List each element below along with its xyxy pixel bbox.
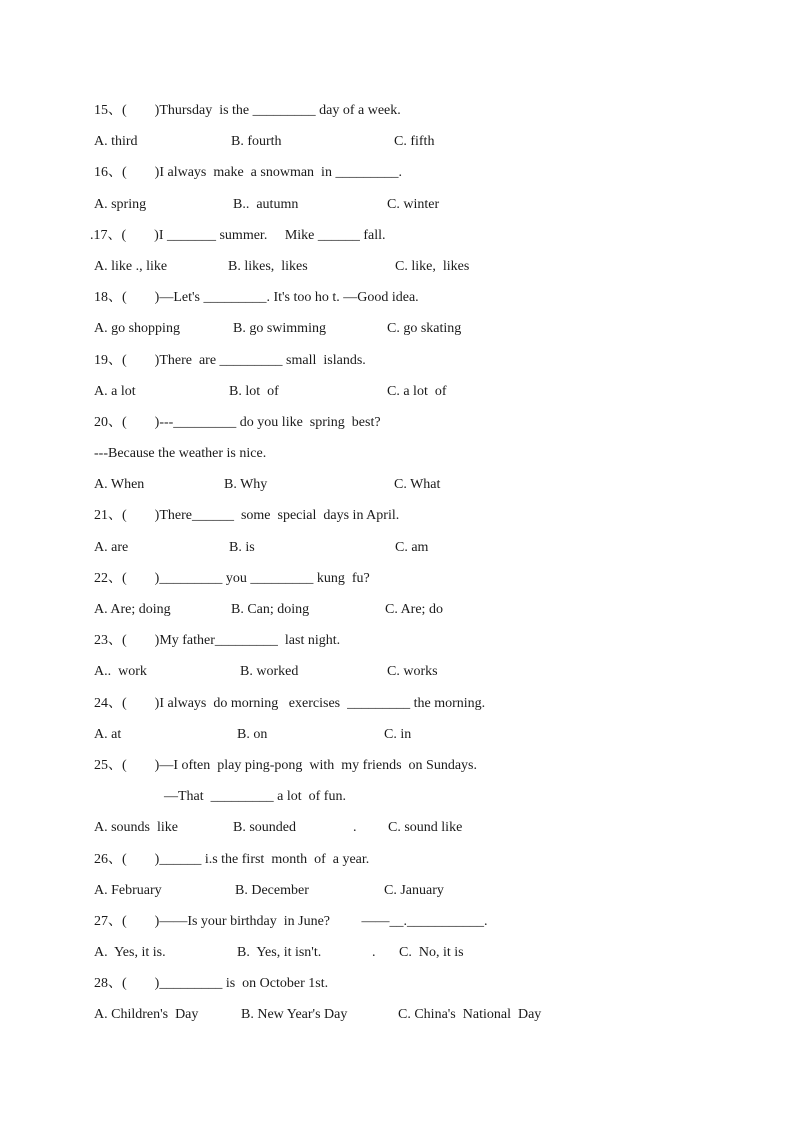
question-stem: 25、( )—I often play ping-pong with my friends on Sundays. <box>94 757 478 773</box>
options-18 <box>94 319 754 350</box>
worksheet-page <box>90 101 754 1037</box>
options-16 <box>94 195 754 226</box>
question-stem: 27、( )——Is your birthday in June? ——__.___________. <box>94 913 488 929</box>
question-stem: .17、( )I _______ summer. Mike ______ fall. <box>90 227 386 243</box>
question-stem: 26、( )______ i.s the first month of a year. <box>94 851 370 867</box>
options-24 <box>94 725 754 756</box>
question-28 <box>94 974 754 1005</box>
question-stem: 18、( )—Let's _________. It's too ho t. —Good idea. <box>94 290 419 306</box>
option-b: B. lot of <box>229 383 279 399</box>
options-23 <box>94 662 754 693</box>
options-22 <box>94 600 754 631</box>
option-b: B. worked <box>240 664 299 680</box>
option-b: B. Yes, it isn't. <box>237 945 322 961</box>
option-b: B. likes, likes <box>228 258 308 274</box>
option-c: C. works <box>387 664 438 680</box>
response-line: —That _________ a lot of fun. <box>164 789 346 805</box>
question-stem: 15、( )Thursday is the _________ day of a week. <box>94 103 401 118</box>
option-a: A. Yes, it is. <box>94 945 166 961</box>
question-22 <box>94 569 754 600</box>
option-c: C. What <box>394 477 441 493</box>
question-23 <box>94 631 754 662</box>
question-19 <box>94 351 754 382</box>
option-a: A. are <box>94 539 129 555</box>
stray-dot: . <box>353 820 357 836</box>
option-b: B. go swimming <box>233 321 326 337</box>
option-b: B. is <box>229 539 255 555</box>
stray-dot: . <box>372 945 376 961</box>
option-a: A. like ., like <box>94 258 168 274</box>
question-15 <box>94 101 754 132</box>
option-c: C. No, it is <box>399 945 464 961</box>
option-c: C. a lot of <box>387 383 447 399</box>
option-b: B. fourth <box>231 134 282 150</box>
question-26 <box>94 850 754 881</box>
options-21 <box>94 538 754 569</box>
option-c: C. January <box>384 882 444 898</box>
question-stem: 16、( )I always make a snowman in _________. <box>94 165 402 181</box>
question-stem: 24、( )I always do morning exercises _________ the morning. <box>94 695 486 711</box>
question-stem: 21、( )There______ some special days in April. <box>94 508 400 524</box>
options-25 <box>94 818 754 849</box>
option-b: B. New Year's Day <box>241 1007 348 1023</box>
option-b: B. sounded <box>233 820 296 836</box>
question-stem: 20、( )---_________ do you like spring best? <box>94 414 381 430</box>
question-25 <box>94 756 754 787</box>
question-25-response <box>94 787 754 818</box>
option-a: A. a lot <box>94 383 136 399</box>
option-a: A. Are; doing <box>94 602 171 617</box>
question-24 <box>94 694 754 725</box>
option-b: B. on <box>237 726 268 742</box>
options-15 <box>94 132 754 163</box>
option-c: C. fifth <box>394 134 435 150</box>
option-c: C. like, likes <box>395 258 470 274</box>
option-a: A. sounds like <box>94 820 178 836</box>
option-c: C. am <box>395 539 429 555</box>
question-stem: 28、( )_________ is on October 1st. <box>94 976 329 992</box>
option-c: C. Are; do <box>385 602 443 617</box>
option-a: A. Children's Day <box>94 1007 199 1023</box>
option-b: B. December <box>235 882 309 898</box>
question-21 <box>94 506 754 537</box>
response-line: ---Because the weather is nice. <box>94 446 267 462</box>
question-stem: 19、( )There are _________ small islands. <box>94 352 366 368</box>
question-16 <box>94 163 754 194</box>
question-stem: 23、( )My father_________ last night. <box>94 633 341 649</box>
option-c: C. in <box>384 726 412 742</box>
option-c: C. go skating <box>387 321 462 337</box>
options-28 <box>94 1005 754 1036</box>
option-c: C. winter <box>387 196 440 212</box>
options-26 <box>94 881 754 912</box>
option-a: A. February <box>94 882 162 898</box>
question-27 <box>94 912 754 943</box>
option-a: A. at <box>94 726 122 742</box>
option-b: B. Why <box>224 477 268 493</box>
question-17 <box>90 226 754 257</box>
question-20-response <box>94 444 754 475</box>
options-20 <box>94 475 754 506</box>
question-18 <box>94 288 754 319</box>
option-a: A. third <box>94 134 138 150</box>
option-c: C. China's National Day <box>398 1007 542 1023</box>
option-b: B. Can; doing <box>231 602 310 617</box>
option-a: A.. work <box>94 664 147 680</box>
options-17 <box>94 257 754 288</box>
question-stem: 22、( )_________ you _________ kung fu? <box>94 570 370 586</box>
options-19 <box>94 382 754 413</box>
question-20 <box>94 413 754 444</box>
option-b: B.. autumn <box>233 196 299 212</box>
option-c: C. sound like <box>388 820 463 836</box>
option-a: A. When <box>94 477 145 493</box>
option-a: A. go shopping <box>94 321 180 337</box>
option-a: A. spring <box>94 196 147 212</box>
options-27 <box>94 943 754 974</box>
